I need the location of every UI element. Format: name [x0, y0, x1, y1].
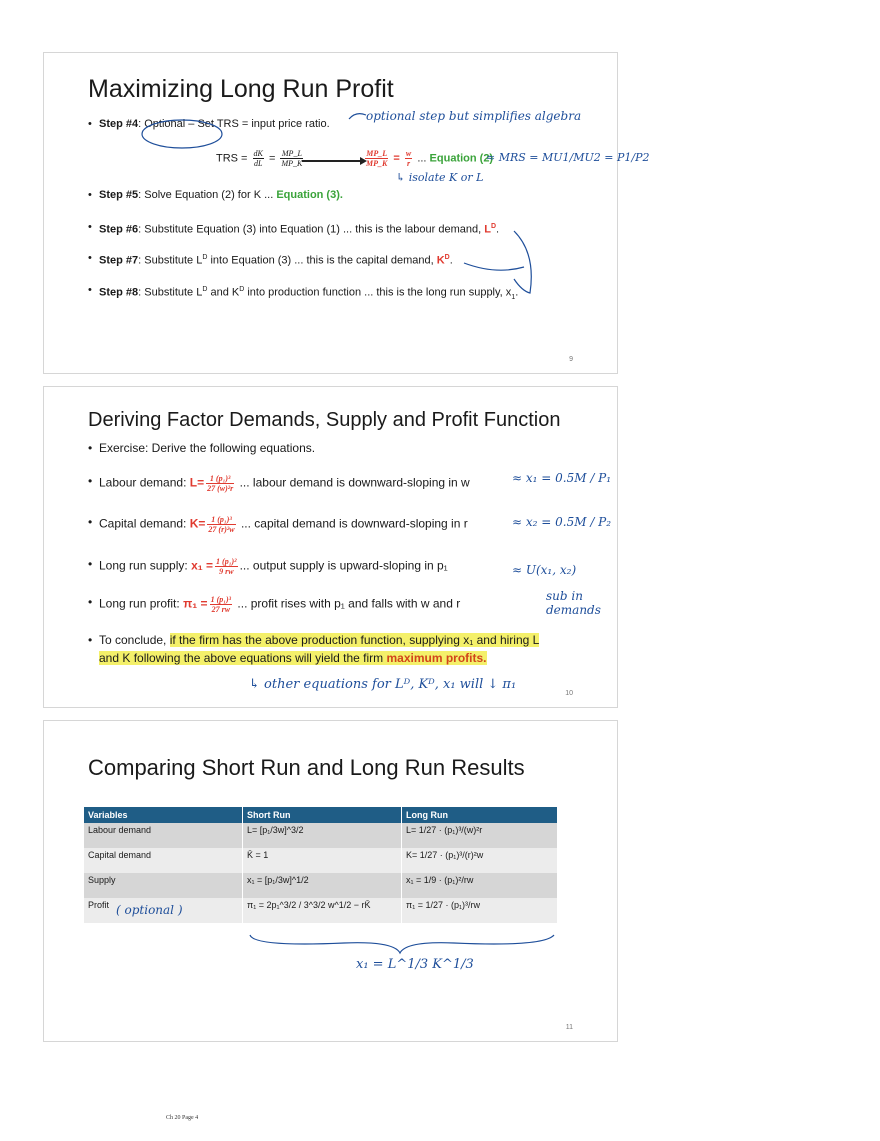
handwritten-note: ≈ x₂ = 0.5M / P₂	[512, 515, 612, 529]
table-header: Long Run	[402, 807, 558, 823]
handwritten-note: sub in demands	[546, 589, 601, 617]
table-row: Capital demand K̄ = 1 K= 1/27 · (p₁)³/(r)²w	[84, 848, 558, 873]
handwritten-marks	[44, 53, 617, 373]
page-number: 10	[565, 690, 573, 697]
slide-title: Maximizing Long Run Profit	[88, 75, 394, 103]
trs-formula: TRS = $\frac{dK}{dL}$ = $\frac{MP\_L}{MP\_K}$	[216, 149, 303, 168]
table-row: Profit π₁ = 2p₁^3/2 / 3^3/2 w^1/2 − rK̄ π₁ = 1/27 · (p₁)³/rw	[84, 898, 558, 923]
handwritten-note: ( optional )	[116, 903, 183, 917]
page-footer: Ch 20 Page 4	[166, 1115, 199, 1121]
handwritten-note: optional step but simplifies algebra	[366, 109, 582, 123]
slide-1: Maximizing Long Run Profit • Step #4: Optional – Set TRS = input price ratio. TRS = $\frac{dK}{dL}$ = $\frac{MP\_L}{MP\_K}$ $\frac{MP\_L}{MP\_K}$ = $\frac{w}{r}$ ... Equation (2) • Step #5: Solve Equation (2) for K ... Equation (3). • Step #6: Substitute Equation (3) into Equation (1) ... this is the labour demand, $L^D$. • Step #7: Substitute $L^D$ into Equation (3) ... this is the capital demand, $K^D$. • Step #8: Substitute $L^D$ and $K^D$ into production function ... this is the long run supply, $x_1$. optional step but simplifies algebra ≈ MRS = MU1/MU2 = P1/P2 ↳ isolate K or L 9	[43, 52, 618, 374]
slide-3	[43, 720, 618, 1042]
equation-2: $\frac{MP\_L}{MP\_K}$ = $\frac{w}{r}$ ... Equation (2)	[366, 149, 494, 168]
table-row: Supply x₁ = [p₁/3w]^1/2 x₁ = 1/9 · (p₁)²/rw	[84, 873, 558, 898]
handwritten-note: ≈ x₁ = 0.5M / P₁	[512, 471, 612, 485]
handwritten-note: ≈ MRS = MU1/MU2 = P1/P2	[486, 151, 650, 164]
handwritten-note: x₁ = L^1/3 K^1/3	[356, 957, 474, 972]
handwritten-note: ↳ isolate K or L	[396, 171, 484, 184]
handwritten-brace	[44, 721, 617, 1041]
slide-title: Comparing Short Run and Long Run Results	[88, 755, 525, 780]
page-number: 11	[565, 1024, 573, 1031]
slide-title: Deriving Factor Demands, Supply and Profit Function	[88, 409, 561, 431]
slide-2: Deriving Factor Demands, Supply and Profit Function • Exercise: Derive the following equations. • Labour demand: L= $\frac{\text{1 (p₁)³}}{\text{27 (w)²r}}$ ... labour demand is downward-sloping in w • Capital demand: K= $\frac{\text{1 (p₁)³}}{\text{27 (r)²w}}$ ... capital demand is downward-sloping in r • Long run supply: x₁ = $\frac{\text{1 (p₁)²}}{9 rw}$ ... output supply is upward-sloping in p₁ • Long run profit: π₁ = $\frac{\text{1 (p₁)³}}{27 rw}$ ... profit rises with p₁ and falls with w and r • To conclude, if the firm has the above production function, supplying x₁ and hiring L and K following the above equations will yield the firm maximum profits. ≈ x₁ = 0.5M / P₁ ≈ x₂ = 0.5M / P₂ ≈ U(x₁, x₂) sub in demands ↳ other equations for Lᴰ, Kᴰ, x₁ will ↓ π₁ 10	[43, 386, 618, 708]
table-header: Variables	[84, 807, 243, 823]
handwritten-note: ↳ other equations for Lᴰ, Kᴰ, x₁ will ↓ π₁	[249, 677, 517, 692]
page-number: 9	[569, 356, 573, 363]
table-row: Labour demand L= [p₁/3w]^3/2 L= 1/27 · (p₁)³/(w)²r	[84, 823, 558, 848]
handwritten-note: ≈ U(x₁, x₂)	[512, 563, 577, 577]
table-header: Short Run	[243, 807, 402, 823]
